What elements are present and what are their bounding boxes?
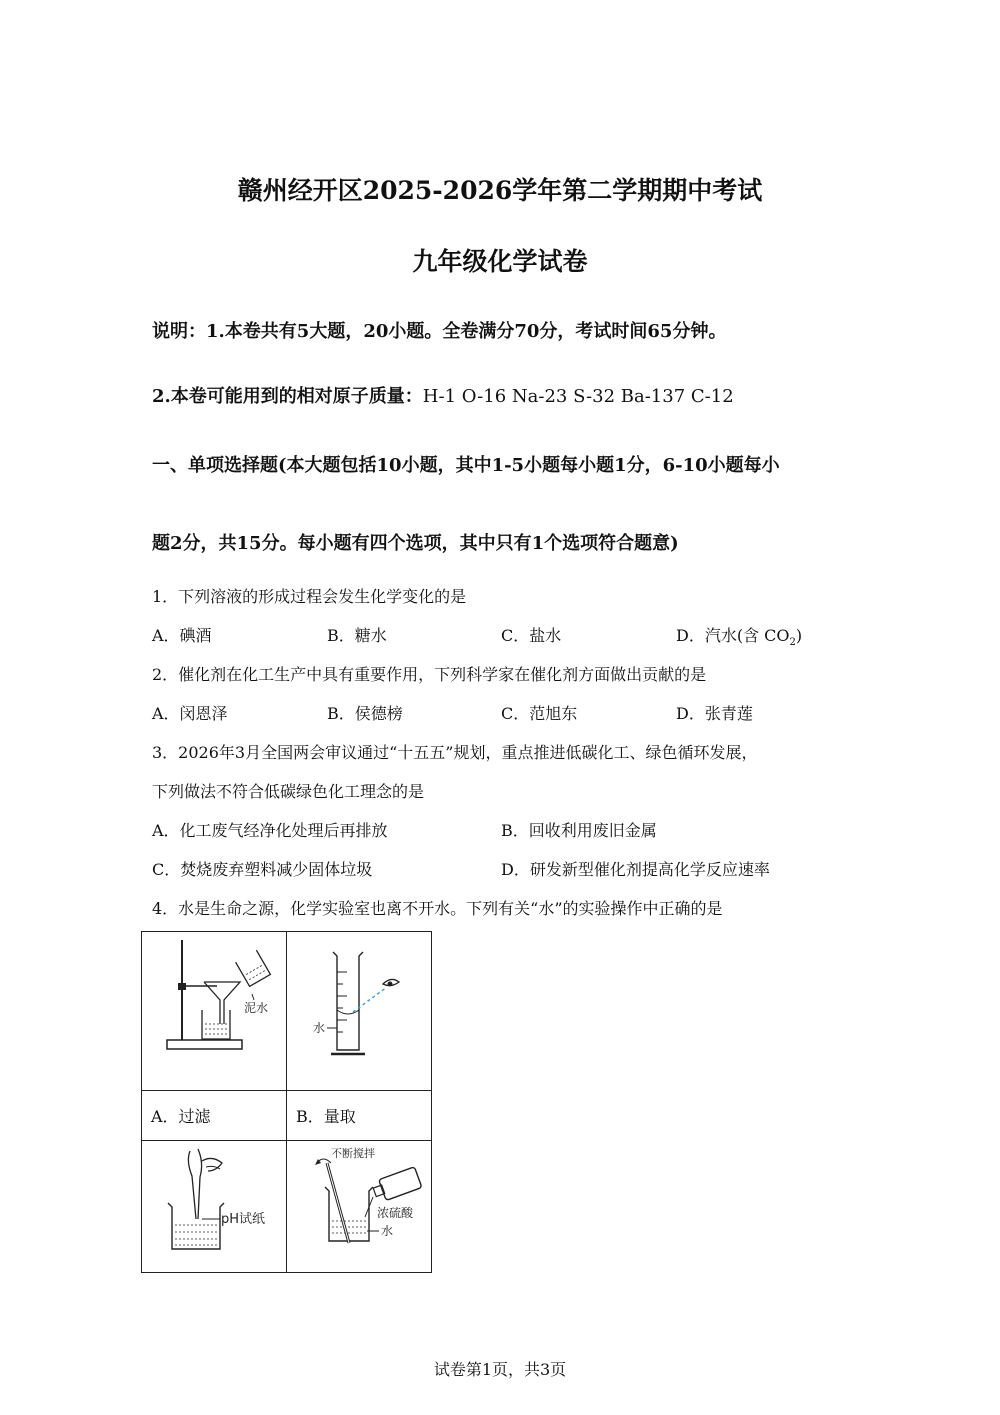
question-2-option-c: C．范旭东: [501, 704, 578, 723]
question-1-option-a: A．碘酒: [152, 626, 212, 645]
question-1-option-d-subscript: 2: [789, 637, 796, 649]
question-3-stem-line-1: 3．2026年3月全国两会审议通过“十五五”规划，重点推进低碳化工、绿色循环发展，: [152, 743, 758, 762]
notes-line-2: [152, 382, 734, 408]
question-3-option-a: A．化工废气经净化处理后再排放: [152, 821, 388, 840]
question-2-option-d: D．张青莲: [676, 704, 753, 723]
ph-paper-test-figure: [142, 1141, 277, 1268]
stir-label: 不断搅拌: [331, 1147, 375, 1160]
option-b-label: B．量取: [296, 1107, 356, 1126]
filtration-apparatus-figure: [142, 932, 277, 1086]
water-label-2: 水: [381, 1224, 394, 1238]
question-3-stem-line-2: 下列做法不符合低碳绿色化工理念的是: [152, 782, 425, 801]
question-3-option-c: C．焚烧废弃塑料减少固体垃圾: [152, 860, 373, 879]
question-3-option-b: B．回收利用废旧金属: [501, 821, 657, 840]
ph-paper-label: pH试纸: [221, 1212, 266, 1227]
option-b-label-cell: [287, 1091, 432, 1141]
notes-line-1: 说明：1.本卷共有5大题，20小题。全卷满分70分，考试时间65分钟。: [152, 321, 727, 342]
question-1-stem: 1．下列溶液的形成过程会发生化学变化的是: [152, 587, 467, 606]
concentrated-acid-label: 浓硫酸: [377, 1206, 414, 1220]
graduated-cylinder-figure: [287, 932, 422, 1086]
section-1-heading-line-1: 一、单项选择题(本大题包括10小题，其中1-5小题每小题1分，6-10小题每小: [152, 455, 780, 476]
question-1-option-d-text: D．汽水(含 CO: [676, 626, 790, 645]
question-4-stem: 4．水是生命之源，化学实验室也离不开水。下列有关“水”的实验操作中正确的是: [152, 899, 723, 918]
notes-atomic-masses: H-1 O-16 Na-23 S-32 Ba-137 C-12: [422, 386, 734, 407]
option-a-label: A．过滤: [151, 1107, 211, 1126]
exam-title: 赣州经开区2025-2026学年第二学期期中考试: [237, 176, 763, 205]
option-d-figure-cell: [287, 1141, 432, 1273]
question-1-option-b: B．糖水: [327, 626, 387, 645]
question-2-option-a: A．闵恩泽: [152, 704, 228, 723]
question-3-option-d: D．研发新型催化剂提高化学反应速率: [501, 860, 770, 879]
option-b-figure-cell: [287, 932, 432, 1091]
question-1-option-d-close: ): [795, 626, 803, 645]
dilution-figure: [287, 1141, 422, 1268]
question-2-option-b: B．侯德榜: [327, 704, 403, 723]
page-footer: 试卷第1页，共3页: [433, 1360, 567, 1379]
question-2-stem: 2．催化剂在化工生产中具有重要作用，下列科学家在催化剂方面做出贡献的是: [152, 665, 707, 684]
water-label: 水: [313, 1021, 326, 1035]
question-4-options-table: [141, 931, 432, 1273]
question-1-option-d: [676, 623, 802, 648]
option-a-figure-cell: [142, 932, 287, 1091]
option-c-figure-cell: [142, 1141, 287, 1273]
option-a-label-cell: [142, 1091, 287, 1141]
notes-line-2-label: 2.本卷可能用到的相对原子质量：: [152, 386, 423, 407]
question-1-option-c: C．盐水: [501, 626, 562, 645]
section-1-heading-line-2: 题2分，共15分。每小题有四个选项，其中只有1个选项符合题意): [152, 533, 679, 554]
mud-water-label: 泥水: [244, 1001, 269, 1015]
exam-subtitle: 九年级化学试卷: [412, 247, 588, 276]
